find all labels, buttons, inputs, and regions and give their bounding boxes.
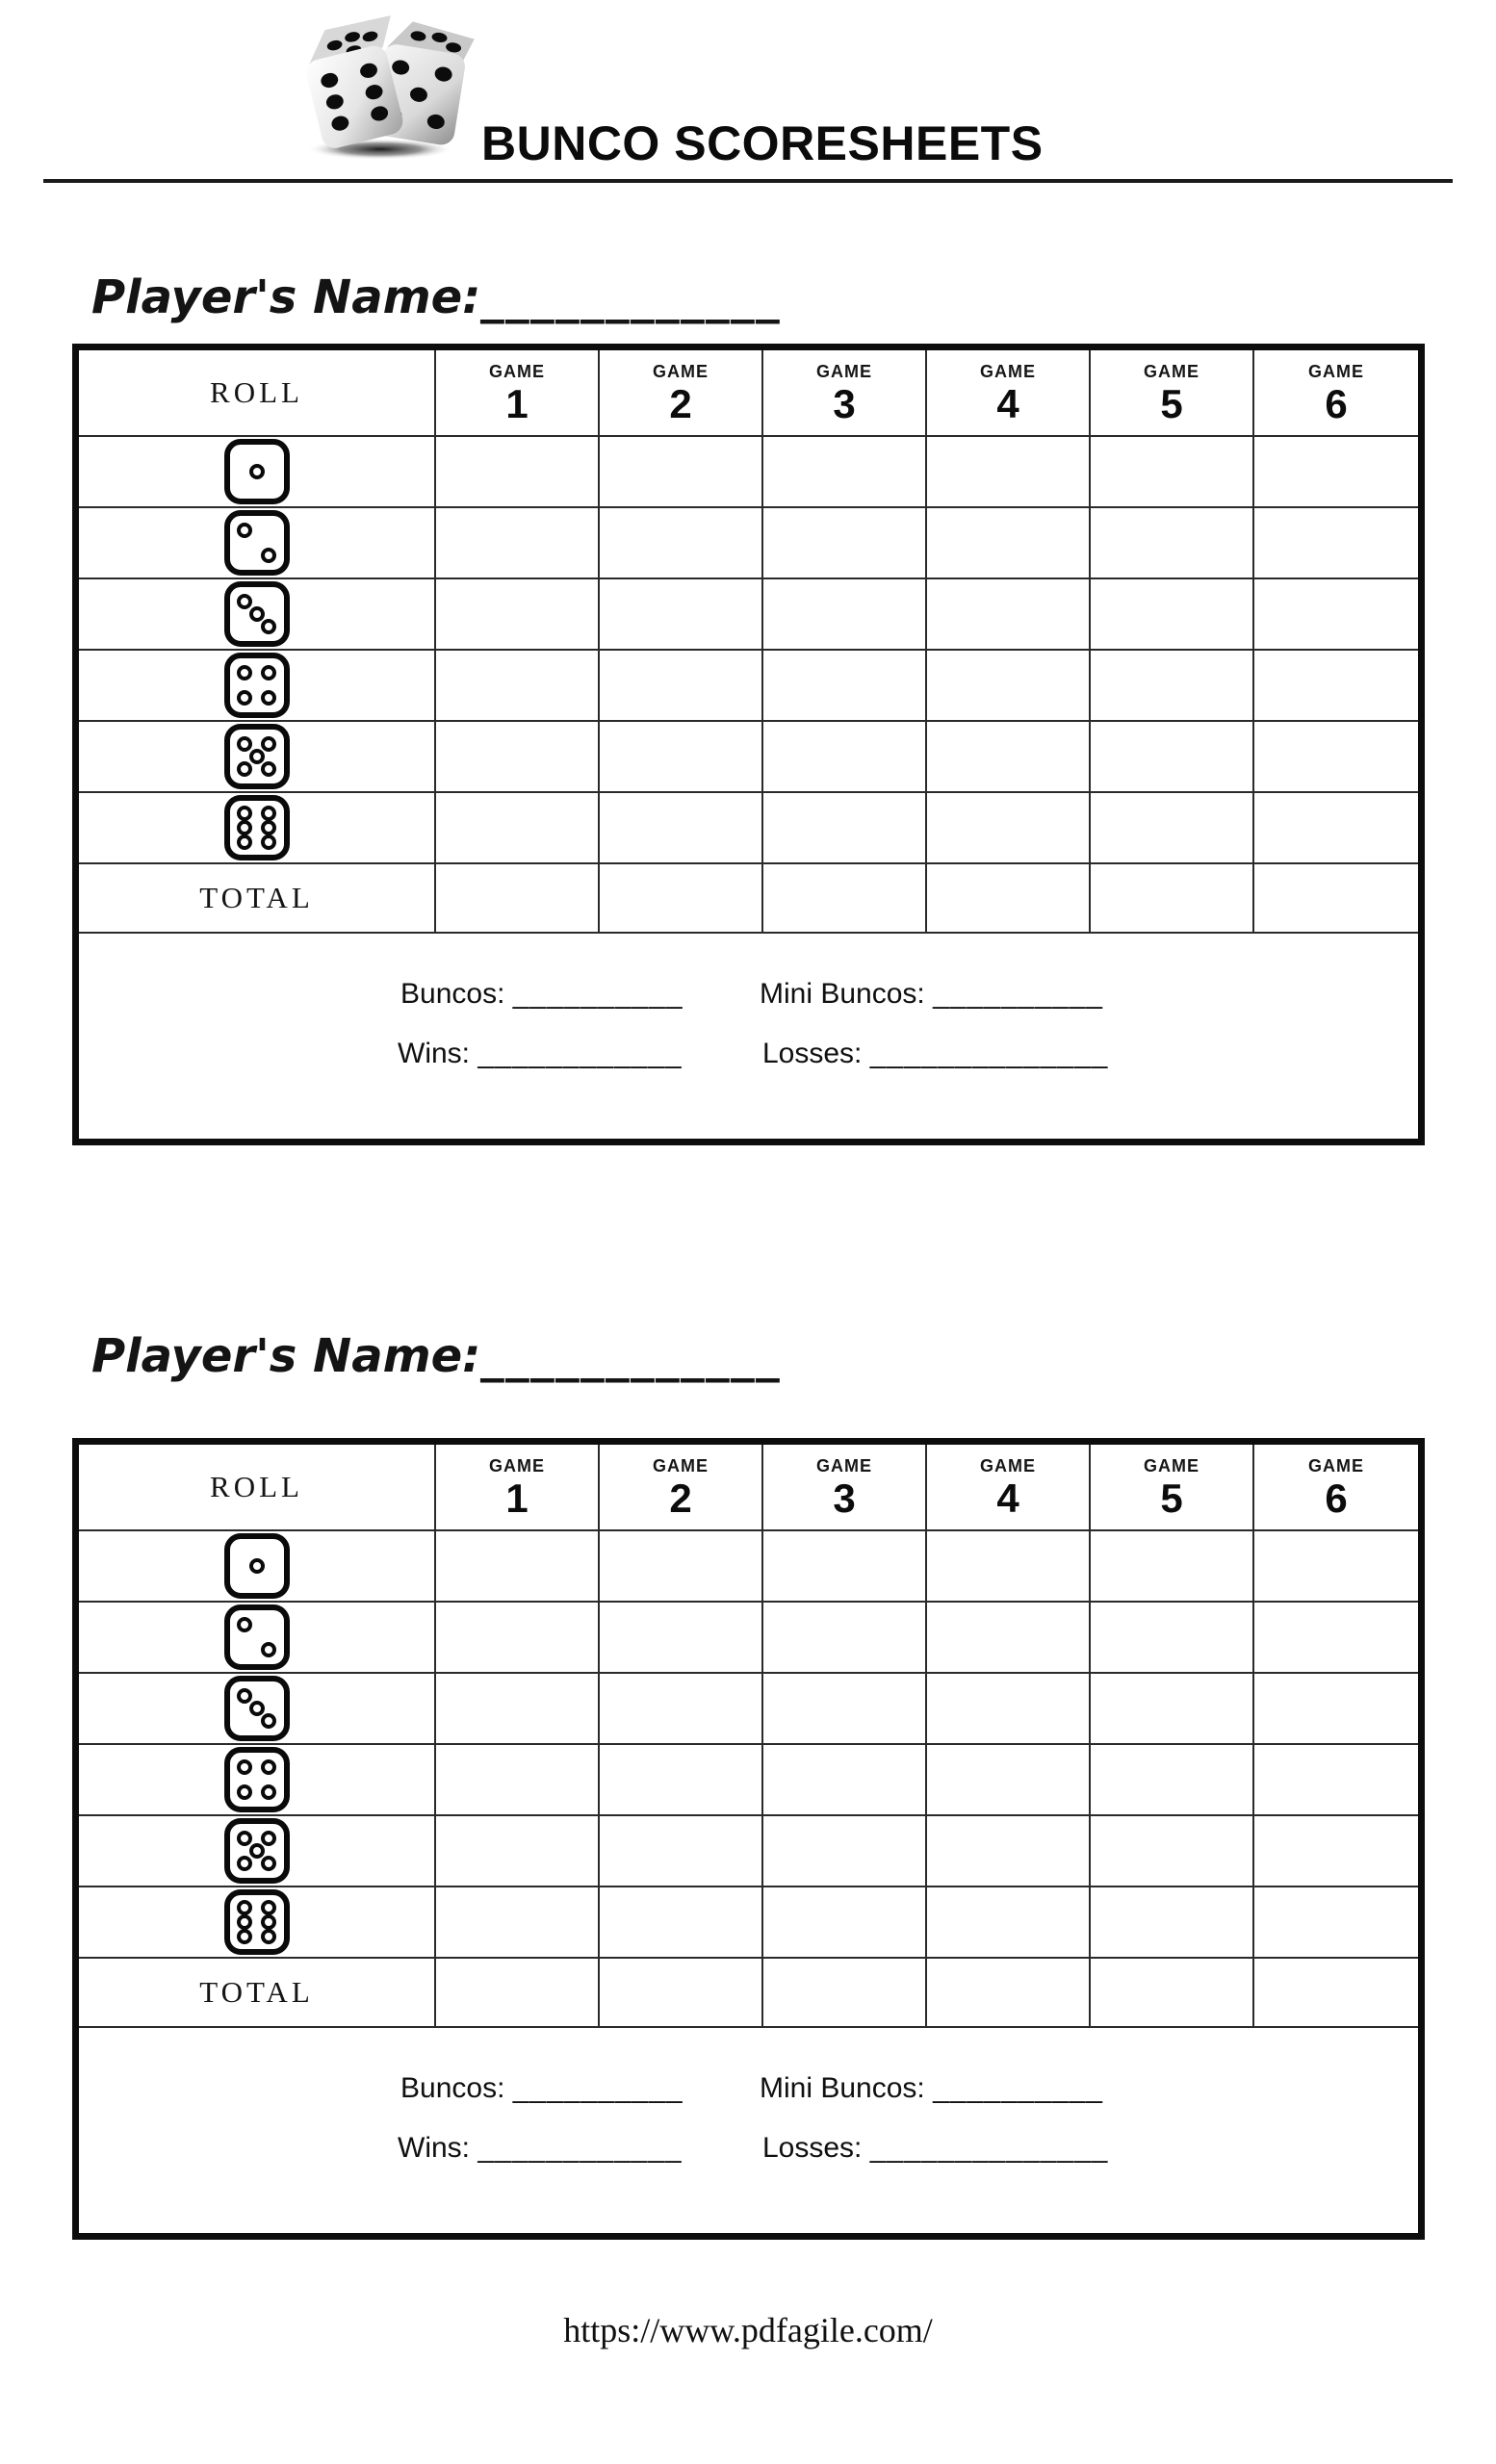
total-label: TOTAL bbox=[199, 881, 314, 914]
score-cell bbox=[1091, 437, 1254, 508]
game-3-header: GAME 3 bbox=[763, 350, 927, 437]
roll-header: ROLL bbox=[210, 1470, 303, 1503]
score-cell bbox=[600, 651, 763, 722]
score-cell bbox=[1254, 1745, 1418, 1816]
summary-area bbox=[79, 2028, 1418, 2233]
header-divider bbox=[43, 179, 1453, 183]
score-cell bbox=[1091, 1816, 1254, 1887]
score-cell bbox=[763, 579, 927, 651]
player-name-label: Player's Name: bbox=[91, 270, 481, 324]
score-cell bbox=[436, 1745, 600, 1816]
roll-row-5 bbox=[79, 722, 1418, 793]
score-cell bbox=[436, 579, 600, 651]
score-cell bbox=[600, 1674, 763, 1745]
score-cell bbox=[763, 1745, 927, 1816]
score-cell bbox=[927, 508, 1091, 579]
game-6-header: GAME 6 bbox=[1254, 1445, 1418, 1531]
score-cell bbox=[1254, 1603, 1418, 1674]
die-cell bbox=[79, 1531, 436, 1603]
game-2-header: GAME 2 bbox=[600, 350, 763, 437]
score-table bbox=[72, 1438, 1425, 2240]
mini-buncos-field: Mini Buncos: __________ bbox=[760, 978, 1103, 1010]
mini-buncos-blank-line: __________ bbox=[933, 978, 1103, 1010]
total-cell bbox=[763, 1959, 927, 2028]
wins-field: Wins: ____________ bbox=[398, 2132, 683, 2164]
score-cell bbox=[436, 1887, 600, 1959]
score-cell bbox=[436, 1674, 600, 1745]
total-cell bbox=[600, 1959, 763, 2028]
score-cell bbox=[1091, 722, 1254, 793]
score-cell bbox=[763, 651, 927, 722]
score-cell bbox=[600, 1816, 763, 1887]
roll-row-1 bbox=[79, 1531, 1418, 1603]
losses-field: Losses: ______________ bbox=[762, 1038, 1109, 1069]
die-2-icon bbox=[224, 510, 290, 576]
score-cell bbox=[763, 1674, 927, 1745]
scoresheet-2 bbox=[0, 1329, 1496, 2398]
total-label-cell bbox=[79, 864, 436, 934]
score-cell bbox=[763, 1816, 927, 1887]
score-cell bbox=[927, 722, 1091, 793]
score-cell bbox=[927, 1603, 1091, 1674]
die-cell bbox=[79, 1887, 436, 1959]
total-cell bbox=[1091, 1959, 1254, 2028]
die-5-icon bbox=[224, 1818, 290, 1884]
score-cell bbox=[600, 722, 763, 793]
die-cell bbox=[79, 793, 436, 864]
player-name-blank-line: ____________ bbox=[480, 1329, 782, 1383]
score-cell bbox=[1091, 508, 1254, 579]
total-cell bbox=[927, 1959, 1091, 2028]
roll-row-2 bbox=[79, 508, 1418, 579]
buncos-blank-line: __________ bbox=[512, 978, 684, 1010]
score-cell bbox=[927, 579, 1091, 651]
table-header-row bbox=[79, 1445, 1418, 1531]
roll-header-cell bbox=[79, 1445, 436, 1531]
scoresheet-1 bbox=[0, 270, 1496, 1339]
game-4-header: GAME 4 bbox=[927, 1445, 1091, 1531]
mini-buncos-field: Mini Buncos: __________ bbox=[760, 2072, 1103, 2104]
score-cell bbox=[600, 508, 763, 579]
score-cell bbox=[436, 793, 600, 864]
score-cell bbox=[927, 651, 1091, 722]
die-1-icon bbox=[224, 1533, 290, 1599]
score-cell bbox=[436, 1603, 600, 1674]
score-cell bbox=[1254, 579, 1418, 651]
roll-row-1 bbox=[79, 437, 1418, 508]
score-cell bbox=[436, 1531, 600, 1603]
roll-row-6 bbox=[79, 1887, 1418, 1959]
die-5-icon bbox=[224, 724, 290, 789]
score-cell bbox=[763, 437, 927, 508]
score-cell bbox=[436, 437, 600, 508]
wins-blank-line: ____________ bbox=[477, 1038, 683, 1069]
player-name-row bbox=[91, 1329, 781, 1383]
total-cell bbox=[1254, 1959, 1418, 2028]
total-cell bbox=[436, 1959, 600, 2028]
score-cell bbox=[1254, 437, 1418, 508]
roll-row-3 bbox=[79, 579, 1418, 651]
total-row bbox=[79, 864, 1418, 934]
total-cell bbox=[927, 864, 1091, 934]
score-cell bbox=[763, 1531, 927, 1603]
die-6-icon bbox=[224, 1889, 290, 1955]
wins-field: Wins: ____________ bbox=[398, 1038, 683, 1069]
die-cell bbox=[79, 651, 436, 722]
roll-row-4 bbox=[79, 651, 1418, 722]
score-cell bbox=[436, 722, 600, 793]
die-cell bbox=[79, 1745, 436, 1816]
die-cell bbox=[79, 437, 436, 508]
score-cell bbox=[927, 437, 1091, 508]
table-header-row bbox=[79, 350, 1418, 437]
game-4-header: GAME 4 bbox=[927, 350, 1091, 437]
score-cell bbox=[436, 651, 600, 722]
score-cell bbox=[1254, 722, 1418, 793]
roll-row-2 bbox=[79, 1603, 1418, 1674]
game-1-header: GAME 1 bbox=[436, 1445, 600, 1531]
roll-header: ROLL bbox=[210, 375, 303, 409]
losses-blank-line: ______________ bbox=[869, 1038, 1109, 1069]
die-cell bbox=[79, 508, 436, 579]
roll-row-5 bbox=[79, 1816, 1418, 1887]
score-cell bbox=[927, 1887, 1091, 1959]
total-label: TOTAL bbox=[199, 1975, 314, 2009]
buncos-blank-line: __________ bbox=[512, 2072, 684, 2104]
score-cell bbox=[927, 793, 1091, 864]
game-3-header: GAME 3 bbox=[763, 1445, 927, 1531]
total-row bbox=[79, 1959, 1418, 2028]
page-title: BUNCO SCORESHEETS bbox=[481, 116, 1044, 170]
score-cell bbox=[1091, 1674, 1254, 1745]
die-6-icon bbox=[224, 795, 290, 860]
wins-blank-line: ____________ bbox=[477, 2132, 683, 2164]
score-cell bbox=[1254, 1674, 1418, 1745]
score-cell bbox=[1091, 1745, 1254, 1816]
score-table bbox=[72, 344, 1425, 1145]
buncos-field: Buncos: __________ bbox=[400, 978, 684, 1010]
score-cell bbox=[1091, 1887, 1254, 1959]
score-cell bbox=[600, 1603, 763, 1674]
score-cell bbox=[927, 1816, 1091, 1887]
game-5-header: GAME 5 bbox=[1091, 350, 1254, 437]
score-cell bbox=[600, 1887, 763, 1959]
score-cell bbox=[1254, 1816, 1418, 1887]
buncos-field: Buncos: __________ bbox=[400, 2072, 684, 2104]
losses-blank-line: ______________ bbox=[869, 2132, 1109, 2164]
source-url: https://www.pdfagile.com/ bbox=[563, 2311, 933, 2349]
mini-buncos-blank-line: __________ bbox=[933, 2072, 1103, 2104]
die-3-icon bbox=[224, 1676, 290, 1741]
score-cell bbox=[436, 508, 600, 579]
player-name-row bbox=[91, 270, 781, 324]
die-4-icon bbox=[224, 1747, 290, 1812]
die-4-icon bbox=[224, 653, 290, 718]
score-cell bbox=[927, 1531, 1091, 1603]
total-label-cell bbox=[79, 1959, 436, 2028]
score-cell bbox=[1254, 793, 1418, 864]
game-1-header: GAME 1 bbox=[436, 350, 600, 437]
score-cell bbox=[763, 1887, 927, 1959]
game-5-header: GAME 5 bbox=[1091, 1445, 1254, 1531]
score-cell bbox=[1091, 793, 1254, 864]
game-2-header: GAME 2 bbox=[600, 1445, 763, 1531]
score-cell bbox=[1254, 1531, 1418, 1603]
score-cell bbox=[927, 1745, 1091, 1816]
score-cell bbox=[1091, 579, 1254, 651]
die-cell bbox=[79, 1816, 436, 1887]
die-1-icon bbox=[224, 439, 290, 504]
score-cell bbox=[600, 1531, 763, 1603]
die-2-icon bbox=[224, 1604, 290, 1670]
die-cell bbox=[79, 722, 436, 793]
score-cell bbox=[763, 722, 927, 793]
roll-row-6 bbox=[79, 793, 1418, 864]
score-cell bbox=[763, 508, 927, 579]
two-dice-logo bbox=[284, 10, 481, 164]
score-cell bbox=[1091, 1531, 1254, 1603]
game-6-header: GAME 6 bbox=[1254, 350, 1418, 437]
score-cell bbox=[600, 793, 763, 864]
score-cell bbox=[1254, 651, 1418, 722]
die-cell bbox=[79, 579, 436, 651]
summary-area bbox=[79, 934, 1418, 1139]
score-cell bbox=[927, 1674, 1091, 1745]
score-cell bbox=[1091, 1603, 1254, 1674]
roll-row-3 bbox=[79, 1674, 1418, 1745]
roll-row-4 bbox=[79, 1745, 1418, 1816]
player-name-blank-line: ____________ bbox=[480, 270, 782, 324]
score-cell bbox=[436, 1816, 600, 1887]
total-cell bbox=[436, 864, 600, 934]
score-cell bbox=[1254, 508, 1418, 579]
total-cell bbox=[600, 864, 763, 934]
roll-header-cell bbox=[79, 350, 436, 437]
die-cell bbox=[79, 1603, 436, 1674]
score-cell bbox=[1254, 1887, 1418, 1959]
die-cell bbox=[79, 1674, 436, 1745]
total-cell bbox=[1091, 864, 1254, 934]
total-cell bbox=[1254, 864, 1418, 934]
die-3-icon bbox=[224, 581, 290, 647]
score-cell bbox=[763, 793, 927, 864]
score-cell bbox=[600, 1745, 763, 1816]
score-cell bbox=[600, 437, 763, 508]
losses-field: Losses: ______________ bbox=[762, 2132, 1109, 2164]
player-name-label: Player's Name: bbox=[91, 1329, 481, 1383]
total-cell bbox=[763, 864, 927, 934]
score-cell bbox=[600, 579, 763, 651]
score-cell bbox=[763, 1603, 927, 1674]
score-cell bbox=[1091, 651, 1254, 722]
